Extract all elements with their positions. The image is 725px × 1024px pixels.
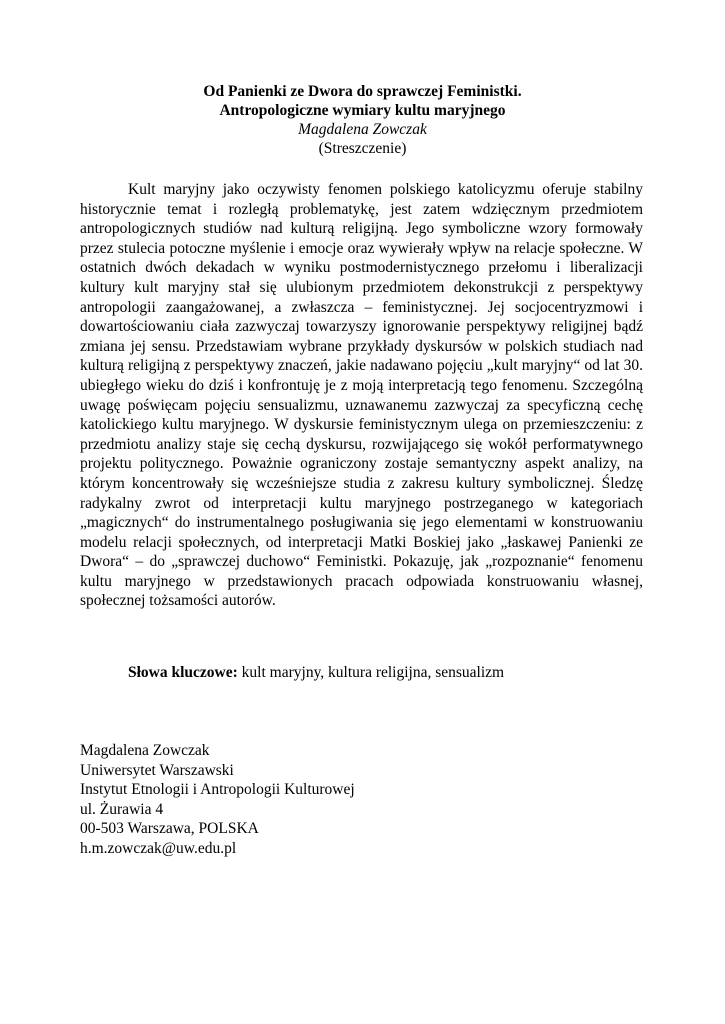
address-street: ul. Żurawia 4 — [80, 800, 164, 818]
address-institute: Instytut Etnologii i Antropologii Kulturowej — [80, 781, 355, 799]
address-name: Magdalena Zowczak — [80, 742, 210, 759]
keywords-line — [128, 663, 668, 682]
address-city: 00-503 Warszawa, POLSKA — [80, 820, 259, 838]
summary-label: (Streszczenie) — [318, 140, 407, 157]
keywords-value: kult maryjny, kultura religijna, sensualizm — [241, 664, 505, 681]
abstract-paragraph: Kult maryjny jako oczywisty fenomen polskiego katolicyzmu oferuje stabilny historycznie temat i rozległą problematykę, jest zatem wdzięcznym przedmiotem antropologicznych studiów nad kulturą religijną. Jego symboliczne wzory formowały przez stulecia potoczne myślenie i emocje oraz wywierały wpływ na relacje społeczne. W ostatnich dwóch dekadach w wyniku postmodernistycznego przełomu i liberalizacji kultury kult maryjny stał się ulubionym przedmiotem dekonstrukcji z perspektywy antropologii zaangażowanej, a zwłaszcza – feministycznej. Jej socjocentryzmowi i dowartościowaniu ciała zazwyczaj towarzyszy ignorowanie perspektywy religijnej bądź zmiana jej sensu. Przedstawiam wybrane przykłady dyskursów w polskich studiach nad kulturą religijną z perspektywy znaczeń, jakie nadawano pojęciu „kult maryjny“ od lat 30. ubiegłego wieku do dziś i konfrontuję je z moją interpretacją tego fenomenu. Szczególną uwagę poświęcam pojęciu sensualizmu, uznawanemu zazwyczaj za specyficzną cechę katolickiego kultu maryjnego. W dyskursie feministycznym ulega on przemieszczeniu: z przedmiotu analizy staje się cechą dyskursu, rozwijającego się wokół performatywnego projektu politycznego. Poważnie ograniczony zostaje semantyczny aspekt analizy, na którym koncentrowały się wcześniejsze studia z zakresu kultury symbolicznej. Śledzę radykalny zwrot od interpretacji kultu maryjnego postrzeganego w kategoriach „magicznych“ do instrumentalnego posługiwania się jego elementami w konstruowaniu modelu relacji społecznych, od interpretacji Matki Boskiej jako „łaskawej Panienki ze Dwora“ – do „sprawczej duchowo“ Feministki. Pokazuję, jak „rozpoznanie“ fenomenu kultu maryjnego w przedstawionych pracach odpowiada konstruowaniu własnej, społecznej tożsamości autorów. — [80, 181, 643, 610]
title-line-1: Od Panienki ze Dwora do sprawczej Feministki. — [203, 83, 522, 100]
author-address-block — [80, 741, 580, 859]
author-name: Magdalena Zowczak — [298, 121, 427, 138]
document-header — [0, 82, 725, 158]
keywords-label: Słowa kluczowe: — [128, 664, 238, 681]
title-line-2: Antropologiczne wymiary kultu maryjnego — [219, 102, 506, 119]
address-email: h.m.zowczak@uw.edu.pl — [80, 839, 237, 857]
address-university: Uniwersytet Warszawski — [80, 761, 234, 779]
